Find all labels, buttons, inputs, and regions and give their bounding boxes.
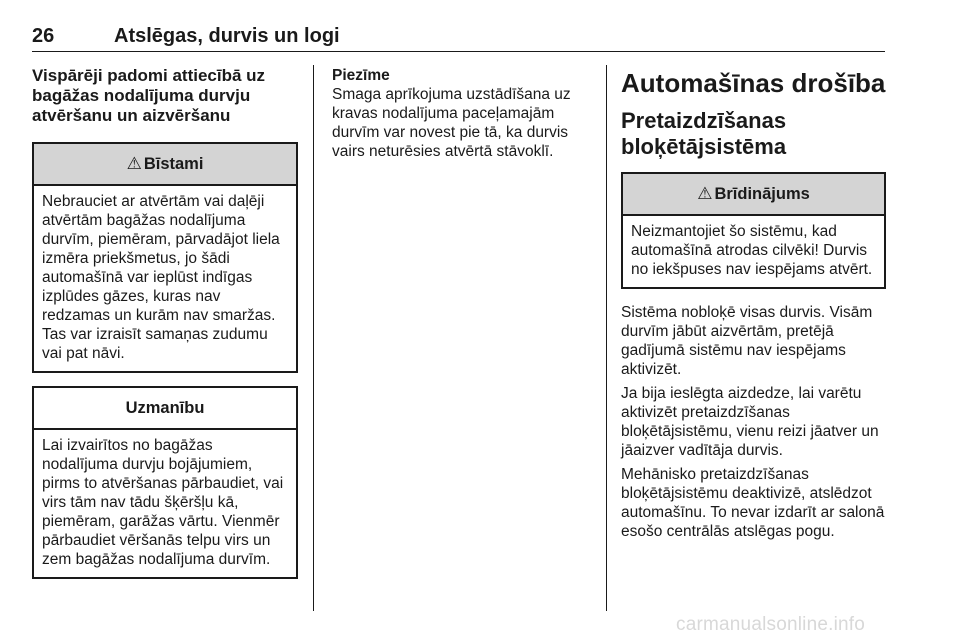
- danger-box-title: Bīstami: [143, 154, 204, 173]
- paragraph: Ja bija ieslēgta aizdedze, lai varētu aktivizēt pretaizdzīšanas bloķētājsistēmu, vienu reizi jāatver un jāaizver vadītāja durvis.: [621, 385, 879, 459]
- right-column: [621, 66, 886, 546]
- danger-box-text: Nebrauciet ar atvērtām vai daļēji atvērtām bagāžas nodalījuma durvīm, piemēram, pārvadājot liela izmēra priekšmetus, jo šādi automašīnā var ieplūst indīgas izplūdes gāzes, kuras nav redzamas un kurām nav smaržas. Tas var izraisīt samaņas zudumu vai pat nāvi.: [42, 193, 280, 362]
- danger-box: [32, 142, 298, 373]
- warning-box: [621, 172, 886, 289]
- header-divider: [32, 51, 885, 52]
- note-text: Smaga aprīkojuma uzstādīšana uz kravas nodalījuma paceļamajām durvīm var novest pie tā, ka durvis vairs neturēsies atvērtā stāvoklī.: [332, 86, 571, 160]
- section-subheading: Vispārēji padomi attiecībā uz bagāžas nodalījuma durvju atvēršanu un aizvēršanu: [32, 66, 266, 125]
- column-divider-left: [313, 65, 314, 611]
- subsection-title: Pretaizdzīšanas bloķētājsistēma: [621, 108, 787, 159]
- warning-triangle-icon: ⚠: [126, 154, 142, 173]
- note-title: Piezīme: [332, 67, 390, 84]
- caution-box-title: Uzmanību: [125, 398, 205, 417]
- danger-box-header: [34, 144, 296, 186]
- paragraph: Mehānisko pretaizdzīšanas bloķētājsistēmu deaktivizē, atslēdzot automašīnu. To nevar izdarīt ar salonā esošo centrālās atslēgas pogu.: [621, 466, 885, 540]
- chapter-title: Atslēgas, durvis un logi: [114, 25, 340, 47]
- warning-box-text: Neizmantojiet šo sistēmu, kad automašīnā atrodas cilvēki! Durvis no iekšpuses nav iespējams atvērt.: [631, 223, 873, 278]
- left-column: [32, 66, 298, 592]
- caution-box: [32, 386, 298, 579]
- page-number: 26: [32, 25, 55, 47]
- section-title: Automašīnas drošība: [621, 68, 886, 98]
- column-divider-right: [606, 65, 607, 611]
- watermark: carmanualsonline.info: [676, 614, 866, 635]
- page-header: [32, 25, 884, 49]
- warning-box-title: Brīdinājums: [714, 184, 810, 203]
- caution-box-header: [34, 388, 296, 430]
- middle-column: [332, 66, 592, 161]
- warning-box-header: [623, 174, 884, 216]
- warning-triangle-icon: ⚠: [697, 184, 713, 203]
- paragraph: Sistēma nobloķē visas durvis. Visām durvīm jābūt aizvērtām, pretējā gadījumā sistēmu nav iespējams aktivizēt.: [621, 304, 873, 378]
- caution-box-text: Lai izvairītos no bagāžas nodalījuma durvju bojājumiem, pirms to atvēršanas pārbaudiet, vai virs tām nav tādu šķēršļu kā, piemēram, garāžas vārtu. Vienmēr pārbaudiet vēršanās telpu virs un zem bagāžas nodalījuma durvīm.: [42, 437, 284, 568]
